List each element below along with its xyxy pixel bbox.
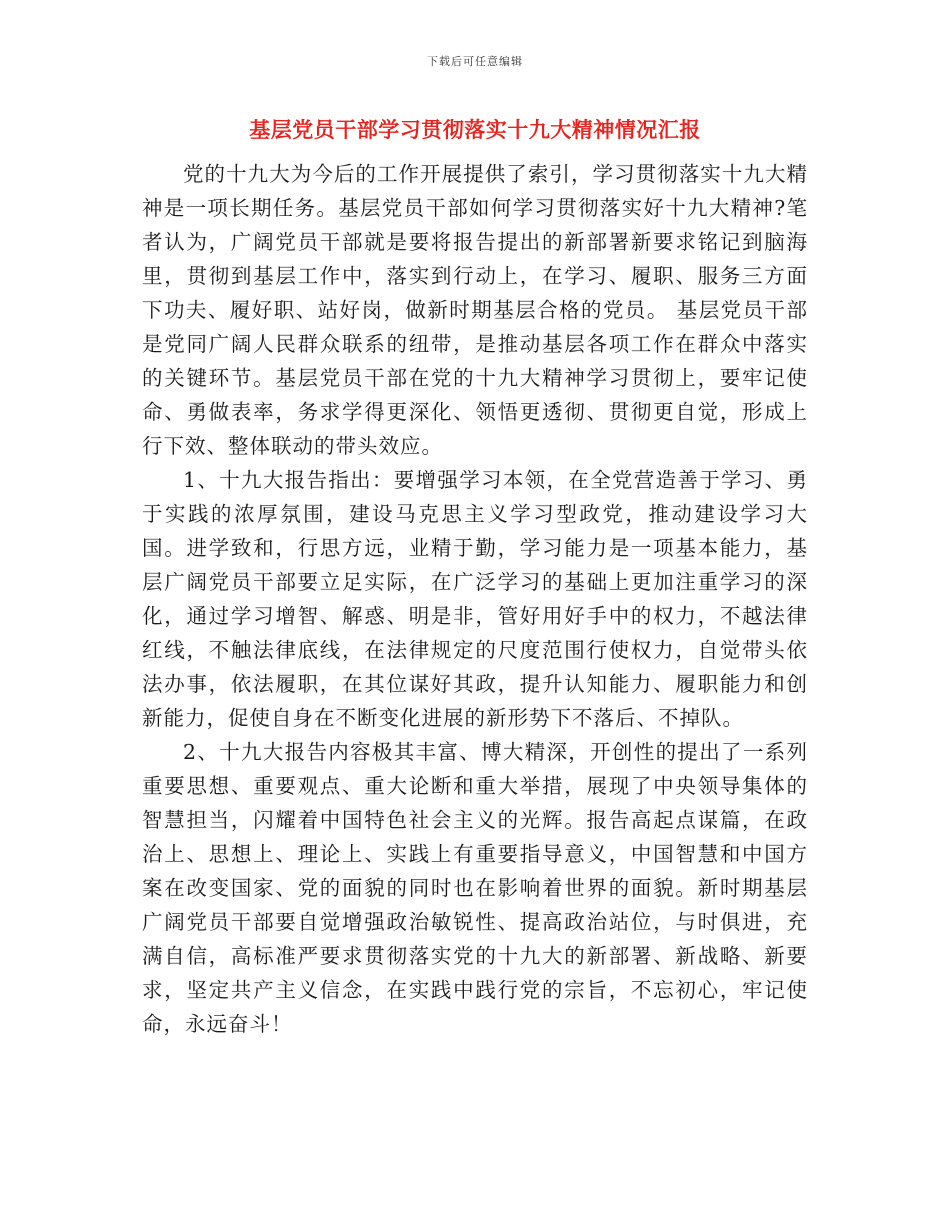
paragraph-point-1: 1、十九大报告指出：要增强学习本领，在全党营造善于学习、勇于实践的浓厚氛围，建设马克思主义学习型政党，推动建设学习大国。进学致和，行思方远，业精于勤，学习能力是一项基本能力，基层广阔党员干部要立足实际，在广泛学习的基础上更加注重学习的深化，通过学习增智、解惑、明是非，管好用好手中的权力，不越法律红线，不触法律底线，在法律规定的尺度范围行使权力，自觉带头依法办事，依法履职，在其位谋好其政，提升认知能力、履职能力和创新能力，促使自身在不断变化进展的新形势下不落后、不掉队。 xyxy=(142,468,808,730)
document-body xyxy=(142,157,808,1041)
paragraph-intro: 党的十九大为今后的工作开展提供了索引，学习贯彻落实十九大精神是一项长期任务。基层党员干部如何学习贯彻落实好十九大精神?笔者认为，广阔党员干部就是要将报告提出的新部署新要求铭记到脑海里，贯彻到基层工作中，落实到行动上，在学习、履职、服务三方面下功夫、履好职、站好岗，做新时期基层合格的党员。 基层党员干部是党同广阔人民群众联系的纽带，是推动基层各项工作在群众中落实的关键环节。基层党员干部在党的十九大精神学习贯彻上，要牢记使命、勇做表率，务求学得更深化、领悟更透彻、贯彻更自觉，形成上行下效、整体联动的带头效应。 xyxy=(142,162,808,458)
document-title: 基层党员干部学习贯彻落实十九大精神情况汇报 xyxy=(249,117,701,142)
header-note: 下载后可任意编辑 xyxy=(427,55,523,68)
paragraph-point-2: 2、十九大报告内容极其丰富、博大精深，开创性的提出了一系列重要思想、重要观点、重大论断和重大举措，展现了中央领导集体的智慧担当，闪耀着中国特色社会主义的光辉。报告高起点谋篇，在政治上、思想上、理论上、实践上有重要指导意义，中国智慧和中国方案在改变国家、党的面貌的同时也在影响着世界的面貌。新时期基层广阔党员干部要自觉增强政治敏锐性、提高政治站位，与时俱进，充满自信，高标准严要求贯彻落实党的十九大的新部署、新战略、新要求，坚定共产主义信念，在实践中践行党的宗旨，不忘初心，牢记使命，永远奋斗！ xyxy=(142,740,808,1036)
